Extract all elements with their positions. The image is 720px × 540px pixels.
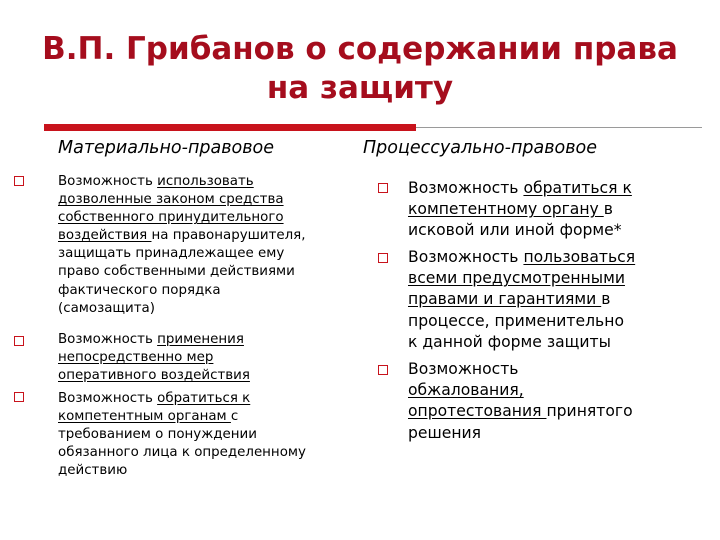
text-line <box>58 209 358 227</box>
underlined-text: компетентным органам <box>58 409 231 425</box>
text-line <box>58 173 358 191</box>
text-line <box>408 178 670 199</box>
underlined-text: дозволенные законом средства <box>58 192 284 208</box>
text-line <box>408 268 670 289</box>
underlined-text: собственного принудительного <box>58 210 284 226</box>
text-line <box>58 408 358 426</box>
text-run: исковой или иной форме* <box>408 221 622 240</box>
text-line <box>58 390 358 408</box>
underlined-text: обратиться к <box>157 391 251 406</box>
text-run: принятого <box>546 402 633 421</box>
hollow-square-bullet-icon <box>378 365 388 375</box>
text-line <box>408 199 670 220</box>
text-line <box>58 426 358 444</box>
text-run: (самозащита) <box>58 300 155 316</box>
title-accent-rule <box>44 124 416 131</box>
text-line <box>408 423 670 444</box>
left-item-text <box>58 390 358 480</box>
right-item-text <box>408 178 670 242</box>
slide-title-line-2: на защиту <box>266 70 454 106</box>
text-run: с <box>230 409 239 425</box>
text-run: в <box>603 200 613 219</box>
underlined-text: использовать <box>157 174 254 189</box>
text-run: на правонарушителя, <box>151 228 306 244</box>
text-line <box>58 191 358 209</box>
text-run: Возможность <box>408 179 524 197</box>
text-line <box>408 289 670 310</box>
underlined-text: обратиться к <box>523 179 632 197</box>
text-line <box>58 444 358 462</box>
text-line <box>58 245 358 263</box>
text-line <box>58 282 358 300</box>
left-item-text <box>58 331 358 385</box>
text-line <box>408 220 670 241</box>
text-run: фактического порядка <box>58 282 221 298</box>
text-line <box>58 462 358 480</box>
text-run: к данной форме защиты <box>408 332 611 351</box>
left-column-heading: Материально-правовое <box>58 138 275 158</box>
underlined-text: опротестования <box>408 402 547 421</box>
hollow-square-bullet-icon <box>14 176 24 186</box>
text-run: требованием о понуждении <box>58 427 257 443</box>
slide-title-line-1: В.П. Грибанов о содержании права <box>42 31 678 67</box>
text-line <box>408 247 670 268</box>
right-item-text <box>408 359 670 444</box>
hollow-square-bullet-icon <box>378 183 388 193</box>
text-line <box>58 331 358 349</box>
text-line <box>58 349 358 367</box>
text-line <box>408 359 670 380</box>
text-line <box>408 401 670 422</box>
text-run: действию <box>58 463 128 479</box>
text-line <box>408 332 670 353</box>
text-run: защищать принадлежащее ему <box>58 246 285 262</box>
text-line <box>408 380 670 401</box>
text-line <box>408 311 670 332</box>
hollow-square-bullet-icon <box>14 336 24 346</box>
underlined-text: применения <box>157 332 244 347</box>
right-column-heading: Процессуально-правовое <box>363 138 598 158</box>
underlined-text: компетентному органу <box>408 200 604 219</box>
text-run: Возможность <box>408 360 519 378</box>
underlined-text: оперативного воздействия <box>58 368 250 384</box>
text-run: Возможность <box>58 332 158 347</box>
text-line <box>58 367 358 385</box>
text-line <box>58 227 358 245</box>
right-item-text <box>408 247 670 353</box>
text-run: решения <box>408 423 482 442</box>
text-line <box>58 263 358 281</box>
left-item-text <box>58 173 358 318</box>
title-divider-rule <box>416 127 702 128</box>
underlined-text: воздействия <box>58 228 152 244</box>
text-run: Возможность <box>58 174 158 189</box>
hollow-square-bullet-icon <box>378 253 388 263</box>
underlined-text: всеми предусмотренными <box>408 269 625 288</box>
text-line <box>58 300 358 318</box>
underlined-text: непосредственно мер <box>58 350 214 366</box>
text-run: в <box>601 290 611 309</box>
underlined-text: правами и гарантиями <box>408 290 602 309</box>
text-run: обязанного лица к определенному <box>58 445 306 461</box>
hollow-square-bullet-icon <box>14 392 24 402</box>
text-run: процессе, применительно <box>408 311 624 330</box>
slide-title <box>0 30 720 108</box>
text-run: право собственными действиями <box>58 264 295 280</box>
underlined-text: пользоваться <box>523 248 636 266</box>
text-run: Возможность <box>58 391 158 406</box>
text-run: Возможность <box>408 248 524 266</box>
underlined-text: обжалования, <box>408 381 524 400</box>
